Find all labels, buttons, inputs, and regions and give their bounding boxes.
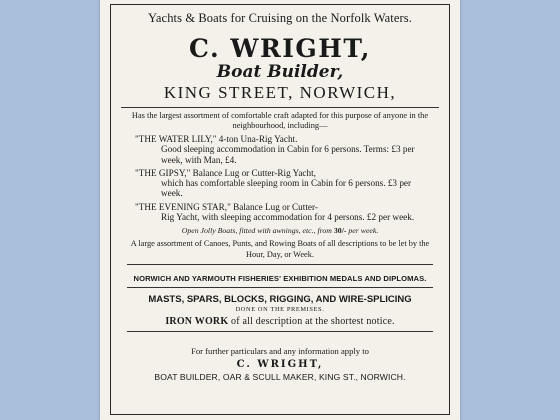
yacht-title: "THE EVENING STAR," Balance Lug or Cutter- [135,201,318,212]
assortment-text: A large assortment of Canoes, Punts, and Rowing Boats of all descriptions to be let by the Hour, Day, or Week. [130,239,430,259]
jolly-boats-note [111,226,449,235]
footer-line: BOAT BUILDER, OAR & SCULL MAKER, KING ST., NORWICH. [154,372,406,383]
business-name: C. WRIGHT, [189,34,371,63]
divider-rule [127,331,433,332]
signature-name: C. WRIGHT, [236,359,324,371]
yacht-title: "THE WATER LILY," 4-ton Una-Rig Yacht. [135,134,298,144]
yacht-title: "THE GIPSY," Balance Lug or Cutter-Rig Yacht, [135,167,316,178]
iron-work-bold: IRON WORK [165,316,229,328]
jolly-suffix: per week. [348,226,379,236]
advert-page [100,0,460,420]
yacht-details: Rig Yacht, with sleeping accommodation for 4 persons. £2 per week. [161,212,415,223]
further-particulars: For further particulars and any information apply to [191,346,369,357]
masts-line: MASTS, SPARS, BLOCKS, RIGGING, AND WIRE-SPLICING [148,294,412,306]
medals-line: NORWICH AND YARMOUTH FISHERIES' EXHIBITION MEDALS AND DIPLOMAS. [133,274,427,284]
yacht-details: Good sleeping accommodation in Cabin for 6 persons. Terms: £3 per week, with Man, £4. [161,144,415,165]
divider-rule [127,264,433,265]
jolly-price: 30/- [333,226,347,236]
intro-text: Has the largest assortment of comfortable craft adapted for this purpose of anyone in the neighbourhood, including— [131,111,429,130]
advert-heading: Yachts & Boats for Cruising on the Norfolk Waters. [148,11,412,25]
iron-work-line [111,316,449,327]
yacht-listing-water-lily [135,134,425,165]
advert-border [110,4,450,415]
yacht-details: which has comfortable sleeping room in Cabin for 6 persons. £3 per week. [161,178,412,199]
yacht-listing-gipsy [135,168,425,199]
jolly-note-text: Open Jolly Boats, fitted with awnings, etc., from [181,226,332,236]
street-address: KING STREET, NORWICH, [163,83,397,102]
iron-work-rest: of all description at the shortest notice. [231,316,395,328]
divider-rule [127,287,433,288]
divider-rule [121,107,439,108]
trade-title: Boat Builder, [216,62,344,82]
premises-line: DONE ON THE PREMISES. [235,306,325,314]
yacht-listing-evening-star [135,202,425,223]
